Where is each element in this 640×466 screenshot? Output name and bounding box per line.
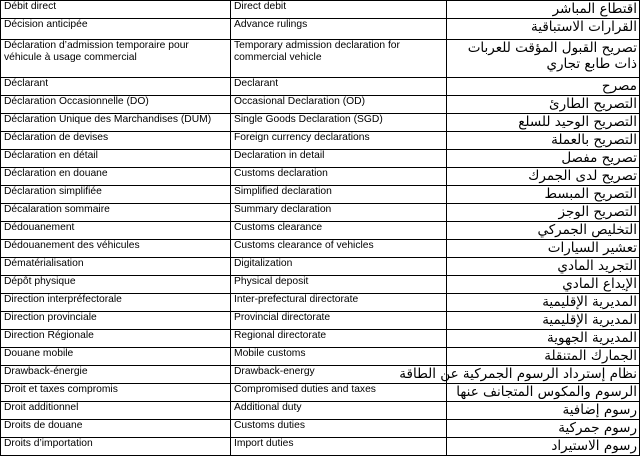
english-term: Foreign currency declarations xyxy=(231,132,447,150)
french-term: Déclaration en douane xyxy=(1,168,231,186)
french-term: Direction Régionale xyxy=(1,330,231,348)
english-term: Direct debit xyxy=(231,1,447,19)
table-row xyxy=(1,402,640,420)
english-term: Customs duties xyxy=(231,420,447,438)
table-row xyxy=(1,222,640,240)
table-row xyxy=(1,1,640,19)
english-term: Additional duty xyxy=(231,402,447,420)
arabic-term: تعشير السيارات xyxy=(447,240,640,258)
arabic-term: القرارات الاستباقية xyxy=(447,19,640,40)
table-row xyxy=(1,78,640,96)
french-term: Drawback-énergie xyxy=(1,366,231,384)
english-term: Digitalization xyxy=(231,258,447,276)
french-term: Droit additionnel xyxy=(1,402,231,420)
french-term: Direction provinciale xyxy=(1,312,231,330)
arabic-term: التصريح المبسط xyxy=(447,186,640,204)
arabic-term: الجمارك المتنقلة xyxy=(447,348,640,366)
french-term: Déclaration en détail xyxy=(1,150,231,168)
french-term: Dématérialisation xyxy=(1,258,231,276)
arabic-term: رسوم إضافية xyxy=(447,402,640,420)
french-term: Déclaration Occasionnelle (DO) xyxy=(1,96,231,114)
table-row xyxy=(1,40,640,78)
french-term: Déclaration Unique des Marchandises (DUM) xyxy=(1,114,231,132)
english-term: Customs clearance of vehicles xyxy=(231,240,447,258)
french-term: Dédouanement des véhicules xyxy=(1,240,231,258)
french-term: Déclaration d’admission temporaire pour véhicule à usage commercial xyxy=(1,40,231,78)
arabic-term: تصريح القبول المؤقت للعربات ذات طابع تجاري xyxy=(447,40,640,78)
table-row xyxy=(1,132,640,150)
table-row xyxy=(1,258,640,276)
arabic-term: التصريح الوحيد للسلع xyxy=(447,114,640,132)
table-row xyxy=(1,240,640,258)
english-term: Advance rulings xyxy=(231,19,447,40)
arabic-term: التصريح بالعملة xyxy=(447,132,640,150)
english-term: Physical deposit xyxy=(231,276,447,294)
arabic-term: رسوم جمركية xyxy=(447,420,640,438)
english-term: Drawback-energy xyxy=(231,366,447,384)
arabic-term: نظام إسترداد الرسوم الجمركية عن الطاقة xyxy=(447,366,640,384)
english-term: Temporary admission declaration for commercial vehicle xyxy=(231,40,447,78)
table-row xyxy=(1,420,640,438)
english-term: Declarant xyxy=(231,78,447,96)
table-row xyxy=(1,438,640,456)
arabic-term: تصريح لدى الجمرك xyxy=(447,168,640,186)
table-row xyxy=(1,330,640,348)
table-row xyxy=(1,150,640,168)
french-term: Déclaration de devises xyxy=(1,132,231,150)
arabic-term: التصريح الطارئ xyxy=(447,96,640,114)
english-term: Inter-prefectural directorate xyxy=(231,294,447,312)
french-term: Dédouanement xyxy=(1,222,231,240)
french-term: Déclarant xyxy=(1,78,231,96)
arabic-term: المديرية الجهوية xyxy=(447,330,640,348)
english-term: Mobile customs xyxy=(231,348,447,366)
table-row xyxy=(1,204,640,222)
french-term: Décision anticipée xyxy=(1,19,231,40)
english-term: Occasional Declaration (OD) xyxy=(231,96,447,114)
french-term: Dépôt physique xyxy=(1,276,231,294)
table-row xyxy=(1,168,640,186)
table-row xyxy=(1,312,640,330)
arabic-term: التخليص الجمركي xyxy=(447,222,640,240)
french-term: Débit direct xyxy=(1,1,231,19)
french-term: Direction interpréfectorale xyxy=(1,294,231,312)
english-term: Simplified declaration xyxy=(231,186,447,204)
english-term: Customs declaration xyxy=(231,168,447,186)
english-term: Provincial directorate xyxy=(231,312,447,330)
english-term: Regional directorate xyxy=(231,330,447,348)
arabic-term: تصريح مفصل xyxy=(447,150,640,168)
table-row xyxy=(1,348,640,366)
table-row xyxy=(1,294,640,312)
table-row xyxy=(1,96,640,114)
table-row xyxy=(1,276,640,294)
table-row xyxy=(1,186,640,204)
french-term: Droit et taxes compromis xyxy=(1,384,231,402)
arabic-term: التصريح الوجز xyxy=(447,204,640,222)
arabic-term: رسوم الاستيراد xyxy=(447,438,640,456)
arabic-term: اقتطاع المباشر xyxy=(447,1,640,19)
french-term: Douane mobile xyxy=(1,348,231,366)
english-term: Declaration in detail xyxy=(231,150,447,168)
french-term: Déclaration simplifiée xyxy=(1,186,231,204)
french-term: Droits d’importation xyxy=(1,438,231,456)
table-row xyxy=(1,19,640,40)
arabic-term: المديرية الإقليمية xyxy=(447,312,640,330)
english-term: Compromised duties and taxes xyxy=(231,384,447,402)
arabic-term: مصرح xyxy=(447,78,640,96)
english-term: Import duties xyxy=(231,438,447,456)
english-term: Single Goods Declaration (SGD) xyxy=(231,114,447,132)
arabic-term: الرسوم والمكوس المتجانف عنها xyxy=(447,384,640,402)
arabic-term: التجريد المادي xyxy=(447,258,640,276)
table-row xyxy=(1,366,640,384)
english-term: Customs clearance xyxy=(231,222,447,240)
arabic-term: الإيداع المادي xyxy=(447,276,640,294)
arabic-term: المديرية الإقليمية xyxy=(447,294,640,312)
table-row xyxy=(1,114,640,132)
table-row xyxy=(1,384,640,402)
english-term: Summary declaration xyxy=(231,204,447,222)
french-term: Décalaration sommaire xyxy=(1,204,231,222)
french-term: Droits de douane xyxy=(1,420,231,438)
glossary-body xyxy=(1,1,640,456)
